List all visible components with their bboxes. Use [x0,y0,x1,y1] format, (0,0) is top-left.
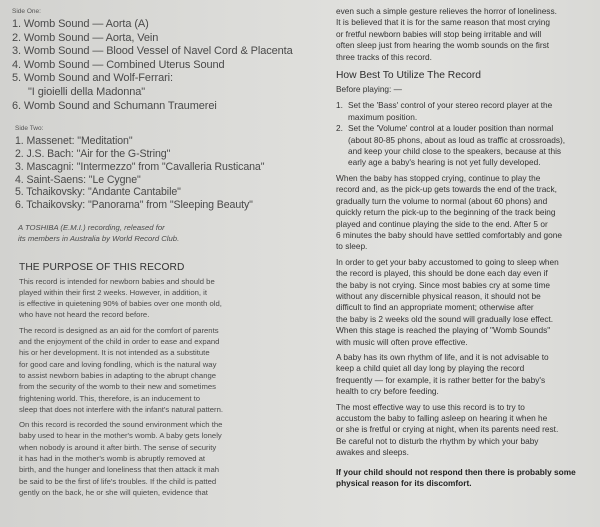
text-line: without any discernible physical reason, it should not be [336,290,541,301]
text-line: Be careful not to disturb the rhythm by which your baby [336,435,539,446]
text-line: awakes and sleeps. [336,447,409,458]
text-line: 6 minutes the baby should have settled comfortably and gone [336,229,563,240]
track-item: 4. Womb Sound — Combined Uterus Sound [12,58,225,71]
paragraph [19,325,312,415]
text-line: A TOSHIBA (E.M.I.) recording, released for [18,222,165,232]
side-one-label: Side One: [12,8,41,15]
track-item: 5. Tchaikovsky: "Andante Cantabile" [15,186,181,199]
text-line: when nobody is around it after birth. The sense of security [19,442,217,452]
text-line: quickly return the pick-up to the beginning of the track being [336,207,556,218]
track-item: 1. Womb Sound — Aorta (A) [12,18,149,30]
side-two-tracks [15,135,312,212]
paragraph [19,419,312,498]
track-item: 6. Tchaikovsky: "Panorama" from "Sleeping Beauty" [15,199,253,212]
text-line: A baby has its own rhythm of life, and it is not advisable to [336,351,549,362]
text-line: frequently — for example, it is rather better for the baby's [336,374,546,385]
track-item: 3. Mascagni: "Intermezzo" from "Cavalleria Rusticana" [15,160,265,173]
paragraph [336,402,598,459]
text-line: to assist newborn babies in adapting to the abrupt change [19,370,217,380]
track-item: 2. J.S. Bach: "Air for the G-String" [15,147,171,160]
paragraph [336,173,598,253]
text-line: even such a simple gesture relieves the horror of loneliness. [336,6,557,16]
text-line: with music will often prove effective. [336,336,468,347]
text-line: When this stage is reached the playing of "Womb Sounds" [336,325,551,336]
track-item: 5. Womb Sound and Wolf-Ferrari: [12,72,173,85]
side-one-tracks [12,18,312,113]
text-line: maximum position. [348,111,418,122]
text-line: from the security of the womb to their new and sometimes [19,382,216,392]
left-column [12,8,312,502]
text-line: and the enjoyment of the child in order to ease and expand [19,337,220,347]
text-line: the record is played, this should be done each day even if [336,268,548,279]
purpose-heading: THE PURPOSE OF THIS RECORD [19,261,185,273]
purpose-body [12,276,312,499]
text-line: gradually turn the volume to normal (about 60 phons) and [336,195,548,206]
text-line: The most effective way to use this record is to try to [336,401,525,412]
text-line: be said to be the first of life's troubles. If the child is patted [19,476,217,486]
howto-heading: How Best To Utilize The Record [336,70,481,82]
text-line: it has had in the mother's womb is abruptly removed at [19,453,206,463]
track-item: 1. Massenet: "Meditation" [15,135,133,148]
text-line: Set the 'Volume' control at a louder position than normal [348,123,554,134]
text-line: difficult to find an appropriate moment; otherwise after [336,302,534,313]
text-line: early age a baby's hearing is not yet fully developed. [348,157,541,168]
text-line: played and continue playing the side to the end. After 5 or [336,218,548,229]
paragraph [336,352,598,398]
step-number: 1. [336,100,343,111]
text-line: often sleep just from hearing the womb sounds on the first [336,40,550,51]
howto-body [336,173,598,459]
text-line: birth, and the hunger and loneliness that then attack it mah [19,465,220,475]
text-line: This record is intended for newborn babies and should be [19,276,215,286]
text-line: record and, as the pick-up gets towards the end of the track, [336,184,557,195]
track-item: "I gioielli della Madonna" [28,85,146,98]
track-item: 3. Womb Sound — Blood Vessel of Navel Cord & Placenta [12,45,293,58]
text-line: The record is designed as an aid for the comfort of parents [19,325,219,335]
text-line: accustom the baby to falling asleep on hearing it when he [336,413,548,423]
track-item: 2. Womb Sound — Aorta, Vein [12,31,159,44]
text-line: for good care and loving fondling, which is the natural way [19,359,217,369]
text-line: baby used to hear in the mother's womb. A baby gets lonely [19,431,222,441]
step-item [336,100,598,123]
text-line: the baby is 2 weeks old the sound will gradually lose effect. [336,313,554,324]
step-item [336,123,598,169]
text-line: If your child should not respond then there is probably some [336,466,576,477]
text-line: Set the 'Bass' control of your stereo record player at the [348,100,553,111]
text-line: the baby is not crying. Since most babies cry at some time [336,279,550,290]
text-line: sleep that does not interfere with the infant's natural pattern. [19,404,224,414]
step-text [348,123,565,169]
text-line: On this record is recorded the sound environment which the [19,420,223,430]
text-line: gently on the back, he or she will quieten, evidence that [19,487,208,497]
side-one-tracklist [12,8,312,113]
text-line: or fretful newborn babies will stop being irritable and will [336,28,542,39]
text-line: who have not heard the record before. [19,310,150,320]
track-item: 4. Saint-Saens: "Le Cygne" [15,173,141,186]
right-column [336,6,598,493]
text-line: to sleep. [336,241,368,252]
text-line: It is believed that it is for the same reason that most crying [336,17,550,28]
closing-note [336,467,598,490]
text-line: is effective in quietening 90% of babies over one month old, [19,299,222,309]
side-two-label: Side Two: [15,125,44,133]
recording-credit [12,222,312,245]
text-line: health to cry before feeding. [336,386,439,397]
step-text [348,100,552,123]
howto-steps [336,100,598,168]
text-line: keep a child quiet all day long by playing the record [336,363,525,374]
text-line: frightening world. This, therefore, is an inducement to [19,393,201,403]
text-line: three tracks of this record. [336,51,432,62]
text-line: played within their first 2 weeks. However, in addition, it [19,287,208,297]
side-two-tracklist [12,125,312,212]
text-line: and keep your child close to the speakers, because at this [348,146,562,157]
paragraph [336,257,598,348]
paragraph [19,276,312,321]
before-playing-label: Before playing: — [336,84,402,95]
text-line: When the baby has stopped crying, continue to play the [336,172,541,183]
purpose-continuation [336,6,598,63]
text-line: (about 80-85 phons, about as loud as traffic at crossroads), [348,134,566,145]
step-number: 2. [336,123,343,134]
text-line: its members in Australia by World Record Club. [18,234,180,244]
text-line: physical reason for its discomfort. [336,478,472,489]
track-item: 6. Womb Sound and Schumann Traumerei [12,99,217,112]
text-line: his or her development. It is not intended as a substitute [19,348,210,358]
text-line: In order to get your baby accustomed to going to sleep when [336,256,559,267]
text-line: or she is fretful or crying at night, when its parents need rest. [336,424,559,435]
